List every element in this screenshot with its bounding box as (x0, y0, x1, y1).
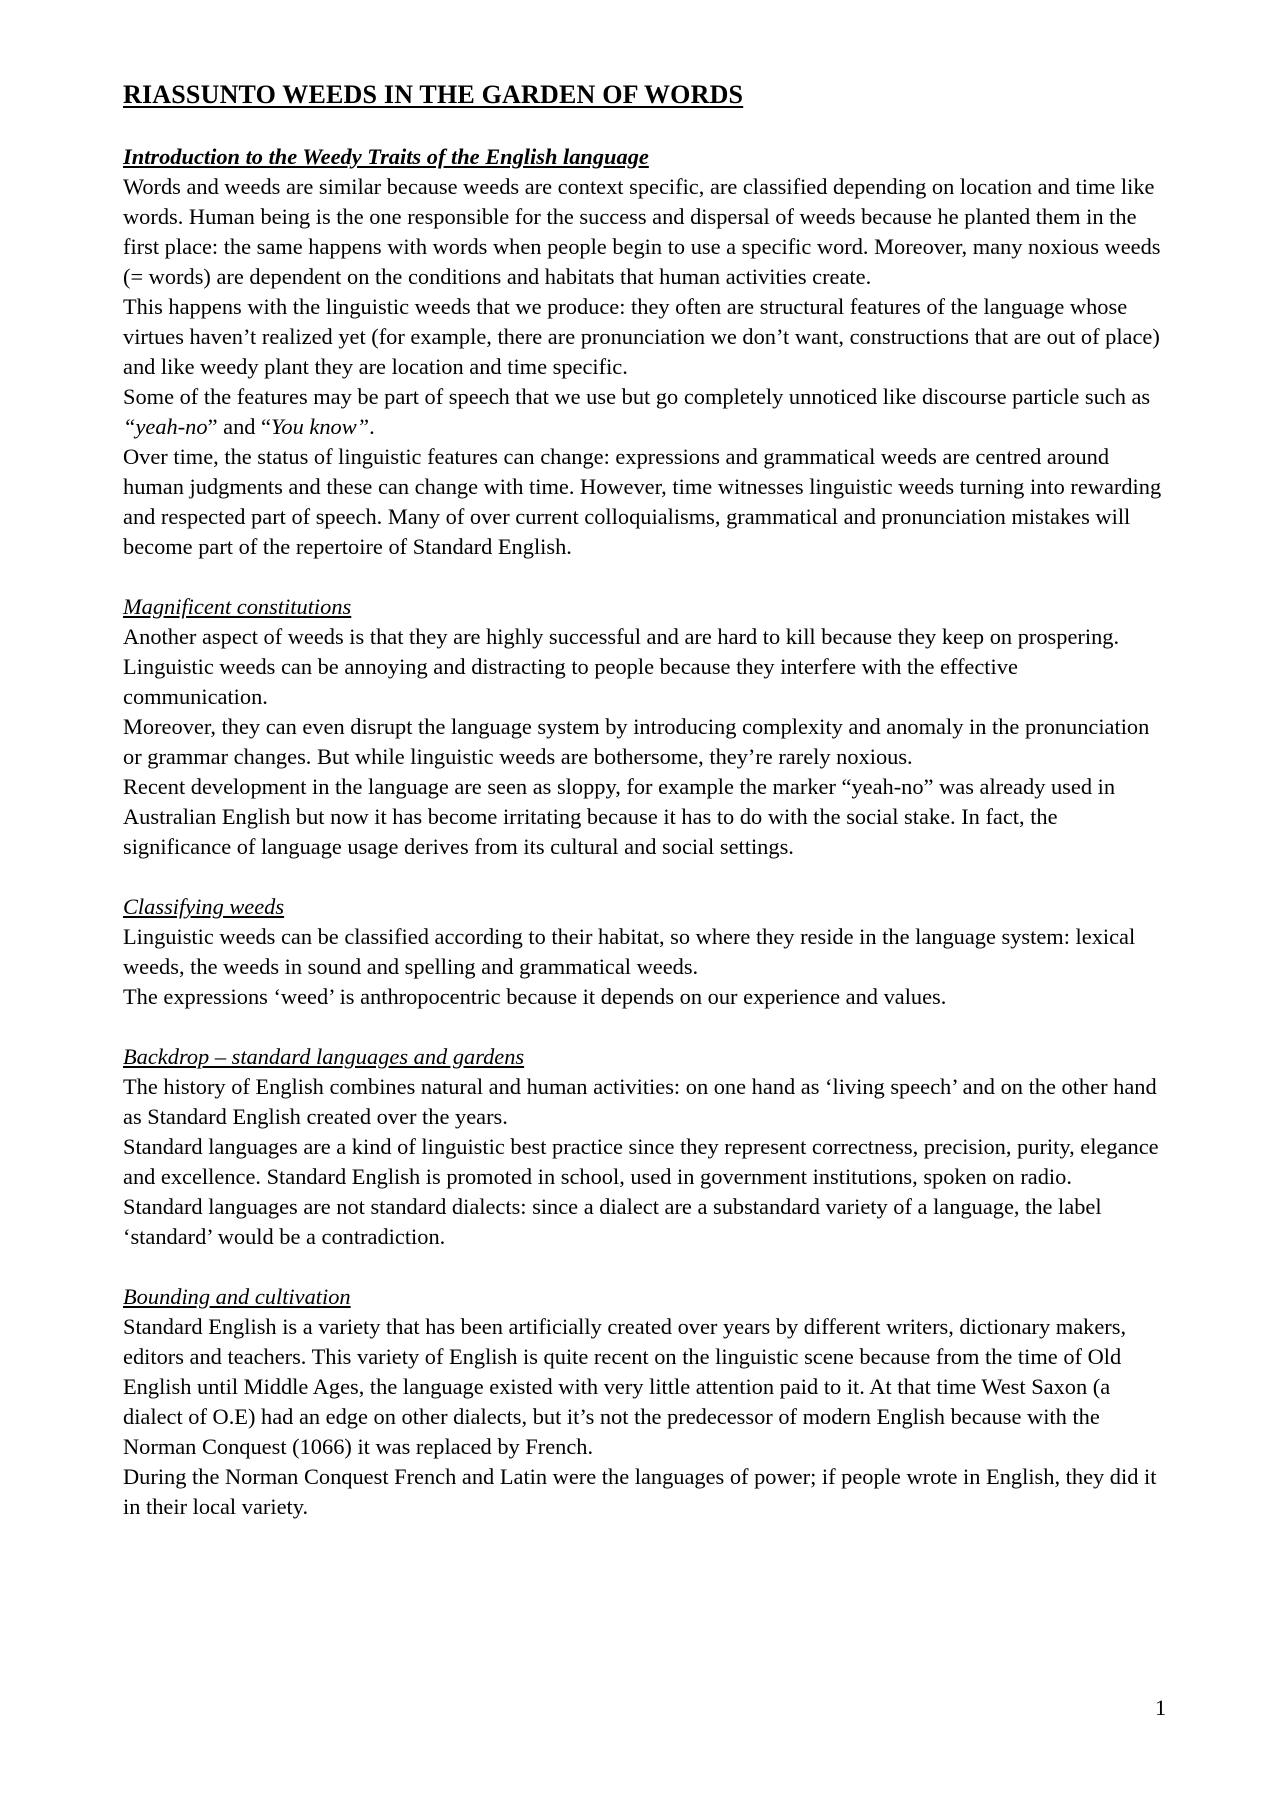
section-introduction (123, 142, 1168, 562)
emphasis-you-know: You know” (271, 414, 370, 439)
paragraph (123, 382, 1168, 442)
section-classifying-weeds (123, 892, 1168, 1012)
quote-mark: “ (123, 414, 136, 439)
paragraph: Standard languages are a kind of linguistic best practice since they represent correctness, precision, purity, elegance and excellence. Standard English is promoted in school, used in government institutions, spoken on radio. (123, 1134, 1159, 1189)
paragraph: Moreover, they can even disrupt the language system by introducing complexity and anomaly in the pronunciation or grammar changes. But while linguistic weeds are bothersome, they’re rarely noxious. (123, 714, 1150, 769)
section-heading: Backdrop – standard languages and gardens (123, 1044, 525, 1069)
document-page (123, 78, 1168, 1552)
emphasis-yeah-no: yeah-no (135, 414, 208, 439)
page-number: 1 (1155, 1695, 1167, 1720)
section-magnificent-constitutions (123, 592, 1168, 862)
section-bounding-cultivation (123, 1282, 1168, 1522)
paragraph: During the Norman Conquest French and Latin were the languages of power; if people wrote in English, they did it in their local variety. (123, 1464, 1157, 1519)
paragraph: Over time, the status of linguistic features can change: expressions and grammatical weeds are centred around human judgments and these can change with time. However, time witnesses linguistic weeds turning into rewarding and respected part of speech. Many of over current colloquialisms, grammatical and pronunciation mistakes will become part of the repertoire of Standard English. (123, 444, 1162, 559)
paragraph: Standard languages are not standard dialects: since a dialect are a substandard variety of a language, the label ‘standard’ would be a contradiction. (123, 1194, 1102, 1249)
paragraph: The history of English combines natural and human activities: on one hand as ‘living speech’ and on the other hand as Standard English created over the years. (123, 1074, 1157, 1129)
paragraph: Words and weeds are similar because weeds are context specific, are classified depending on location and time like words. Human being is the one responsible for the success and dispersal of weeds because he planted them in the first place: the same happens with words when people begin to use a specific word. Moreover, many noxious weeds (= words) are dependent on the conditions and habitats that human activities create. (123, 174, 1161, 289)
section-heading: Introduction to the Weedy Traits of the English language (123, 144, 649, 169)
paragraph: The expressions ‘weed’ is anthropocentric because it depends on our experience and values. (123, 984, 947, 1009)
section-heading: Bounding and cultivation (123, 1284, 351, 1309)
paragraph: Standard English is a variety that has been artificially created over years by different writers, dictionary makers, editors and teachers. This variety of English is quite recent on the linguistic scene because from the time of Old English until Middle Ages, the language existed with very little attention paid to it. At that time West Saxon (a dialect of O.E) had an edge on other dialects, but it’s not the predecessor of modern English because with the Norman Conquest (1066) it was replaced by French. (123, 1314, 1127, 1459)
document-title: RIASSUNTO WEEDS IN THE GARDEN OF WORDS (123, 80, 744, 109)
section-heading: Classifying weeds (123, 894, 285, 919)
paragraph-text: and “ (217, 414, 271, 439)
paragraph-text: . (369, 414, 375, 439)
paragraph: Linguistic weeds can be classified according to their habitat, so where they reside in the language system: lexical weeds, the weeds in sound and spelling and grammatical weeds. (123, 924, 1136, 979)
paragraph: Recent development in the language are seen as sloppy, for example the marker “yeah-no” was already used in Australian English but now it has become irritating because it has to do with the social stake. In fact, the significance of language usage derives from its cultural and social settings. (123, 774, 1116, 859)
paragraph-text: Some of the features may be part of speech that we use but go completely unnoticed like discourse particle such as (123, 384, 1151, 409)
section-heading: Magnificent constitutions (123, 594, 352, 619)
quote-mark: ” (207, 414, 218, 439)
paragraph: Another aspect of weeds is that they are highly successful and are hard to kill because they keep on prospering. Linguistic weeds can be annoying and distracting to people because they interfere with the effective communication. (123, 624, 1120, 709)
section-backdrop (123, 1042, 1168, 1252)
paragraph: This happens with the linguistic weeds that we produce: they often are structural features of the language whose virtues haven’t realized yet (for example, there are pronunciation we don’t want, constructions that are out of place) and like weedy plant they are location and time specific. (123, 294, 1160, 379)
